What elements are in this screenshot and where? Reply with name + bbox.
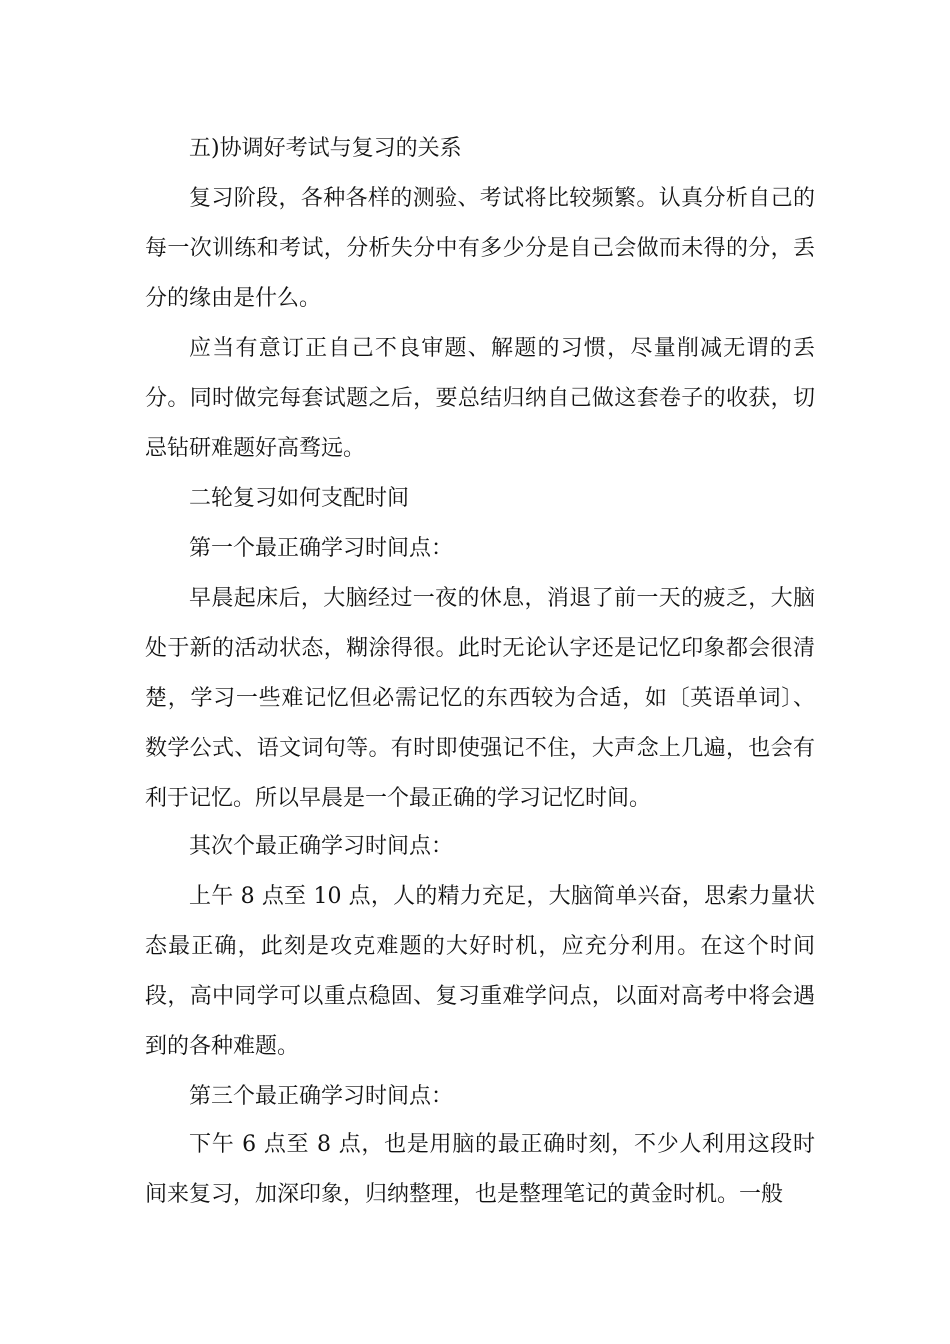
paragraph-correct-habits: 应当有意订正自己不良审题、解题的习惯，尽量削减无谓的丢分。同时做完每套试题之后，要总结归纳自己做这套卷子的收获，切忌钻研难题好高骛远。 (145, 336, 815, 461)
paragraph-forenoon: 上午 8 点至 10 点，人的精力充足，大脑简单兴奋，思索力量状态最正确，此刻是攻克难题的大好时机，应充分利用。在这个时间段，高中同学可以重点稳固、复习重难学问点，以面对高考中将会遇到的各种难题。 (145, 884, 815, 1059)
paragraph-morning: 早晨起床后，大脑经过一夜的休息，消退了前一天的疲乏，大脑处于新的活动状态，糊涂得很。此时无论认字还是记忆印象都会很清楚，学习一些难记忆但必需记忆的东西较为合适，如〔英语单词〕、数学公式、语文词句等。有时即使强记不住，大声念上几遍，也会有利于记忆。所以早晨是一个最正确的学习记忆时间。 (145, 586, 815, 811)
subheading-second-time-point: 其次个最正确学习时间点： (189, 834, 454, 859)
paragraph-evening: 下午 6 点至 8 点，也是用脑的最正确时刻，不少人利用这段时间来复习，加深印象，归纳整理，也是整理笔记的黄金时机。一般 (145, 1132, 815, 1207)
subheading-first-time-point: 第一个最正确学习时间点： (189, 536, 454, 561)
section-heading-time-plan: 二轮复习如何支配时间 (189, 486, 410, 511)
paragraph-exam-analysis: 复习阶段，各种各样的测验、考试将比较频繁。认真分析自己的每一次训练和考试，分析失分中有多少分是自己会做而未得的分，丢分的缘由是什么。 (145, 186, 815, 311)
section-heading-exam-review: 五)协调好考试与复习的关系 (189, 136, 462, 161)
subheading-third-time-point: 第三个最正确学习时间点： (189, 1084, 454, 1109)
